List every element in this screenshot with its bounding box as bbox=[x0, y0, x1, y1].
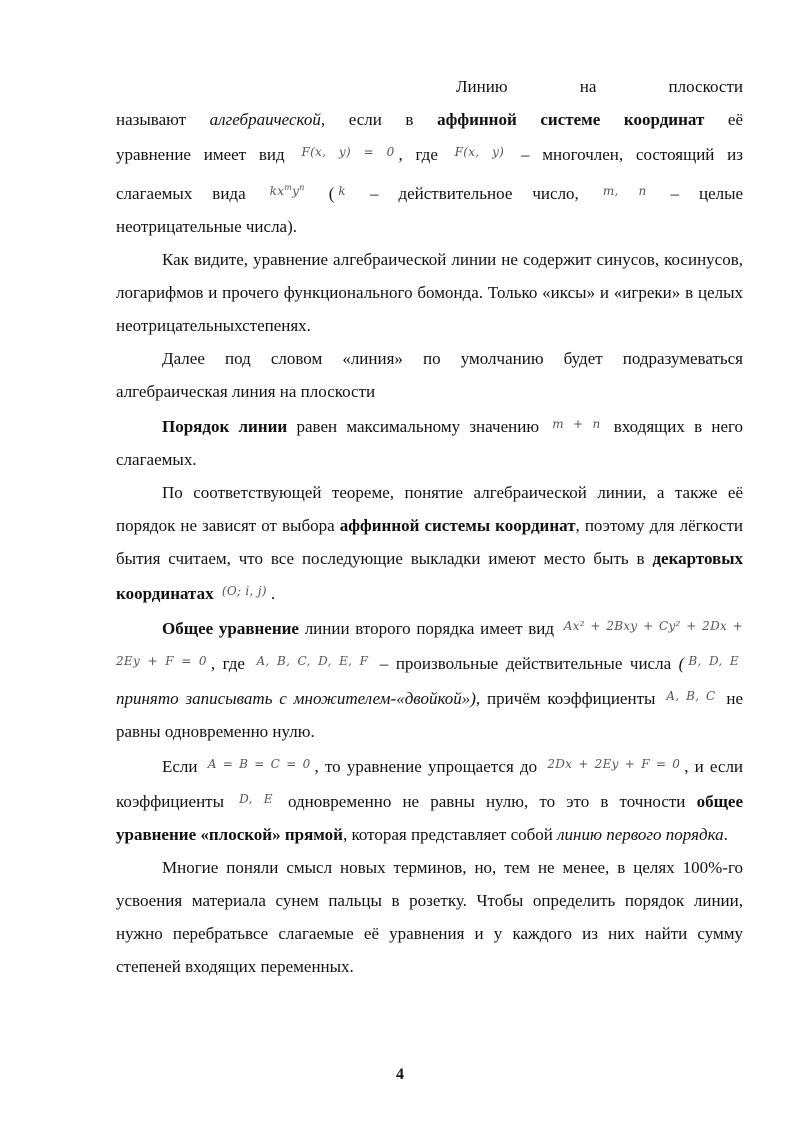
formula-second-order-equation: Ax² + 2Bxy + Cy² + 2Dx + 2Ey + F = 0 bbox=[116, 619, 743, 668]
term-general-equation: Общее уравнение bbox=[162, 619, 299, 638]
note-doubling: принято записывать с множителем-«двойкой») bbox=[116, 689, 476, 708]
definition-line-1: Линию на плоскости bbox=[456, 77, 743, 96]
paragraph-general-equation: Общее уравнение линии второго порядка имеет вид $^{Ax^2 + 2Bxy + Cy^2 + 2Dx + 2Ey + F = 0}$ , где $^{A, B, C, D, E, F}$ – произвольные действительные числа ( $^{B, D, E}$ принято записывать с множителем-«двойкой»), причём коэффициенты $^{A, B, C}$ не равны одновременно нулю. bbox=[116, 619, 743, 741]
term-cartesian-coordinates: декартовых координатах bbox=[116, 549, 744, 603]
page-number: 4 bbox=[396, 1066, 404, 1083]
formula-linear-equation: 2Dx + 2Ey + F = 0 bbox=[547, 757, 681, 771]
formula-m-plus-n: m + n bbox=[552, 417, 601, 431]
formula-d-e: D, E bbox=[239, 792, 273, 806]
definition-line-2: называют алгебраической, если в аффинной системе координат её bbox=[116, 110, 743, 129]
formula-coefficients: A, B, C, D, E, F bbox=[256, 654, 369, 668]
formula-b-d-e: B, D, E bbox=[688, 654, 739, 668]
formula-F: F(x, y) bbox=[454, 145, 505, 159]
formula-abc-zero: A = B = C = 0 bbox=[207, 757, 311, 771]
term-line-order: Порядок линии bbox=[162, 417, 288, 436]
definition-line-5: неотрицательные числа). bbox=[116, 217, 298, 236]
term-algebraic: алгебраической bbox=[209, 110, 321, 129]
paragraph-line-order: Порядок линии равен максимальному значению $^{m + n}$ входящих в него слагаемых. bbox=[116, 417, 744, 469]
formula-k: k bbox=[338, 184, 346, 198]
formula-monomial: kxmyn bbox=[269, 183, 305, 198]
paragraph-no-sines: Как видите, уравнение алгебраической линии не содержит синусов, косинусов, логарифмов и прочего функционального бомонда. Только «иксы» и «игреки» в целых неотрицательныхстепенях. bbox=[116, 250, 743, 335]
formula-m-n: m, n bbox=[602, 184, 647, 198]
paragraph-first-order: Если $^{A = B = C = 0}$ , то уравнение упрощается до $^{2Dx + 2Ey + F = 0}$ , и если коэффициенты $^{D, E}$ одновременно не равны нулю, то это в точности общее уравнение «плоской» прямой, которая представляет собой линию первого порядка. bbox=[116, 757, 744, 844]
term-affine-coordinates: аффинной системы координат bbox=[339, 516, 576, 535]
paragraph-default-line: Далее под словом «линия» по умолчанию будет подразумеваться алгебраическая линия на плоскости bbox=[116, 349, 743, 401]
definition-line-4: слагаемых вида $^{kx^my^n}$ ( $^k$ – действительное число, $^{m, n}$ – целые bbox=[116, 183, 744, 203]
term-line-general-equation: общее уравнение «плоской» прямой bbox=[116, 792, 744, 844]
formula-F-equals-zero: F(x, y) = 0 bbox=[301, 145, 395, 159]
paragraph-order-determination: Многие поняли смысл новых терминов, но, тем не менее, в целях 100%-го усвоения материала сунем пальцы в розетку. Чтобы определить порядок линии, нужно перебратьвсе слагаемые её уравнения и у каждого из них найти сумму степеней входящих переменных. bbox=[116, 858, 743, 976]
paragraph-theorem: По соответствующей теореме, понятие алгебраической линии, а также её порядок не зависят от выбора аффинной системы координат, поэтому для лёгкости бытия считаем, что все последующие выкладки имеют место быть в декартовых координатах $^{(O; i, j)}$ . bbox=[116, 483, 744, 603]
term-affine-system: аффинной системе координат bbox=[437, 110, 705, 129]
formula-a-b-c: A, B, C bbox=[666, 689, 716, 703]
term-first-order-line: линию первого порядка bbox=[557, 825, 724, 844]
formula-basis: (O; i, j) bbox=[221, 584, 267, 598]
document-body bbox=[116, 70, 743, 983]
definition-line-3: уравнение имеет вид $^{F(x, y) = 0}$ , где $^{F(x, y)}$ – многочлен, состоящий из bbox=[116, 145, 743, 164]
